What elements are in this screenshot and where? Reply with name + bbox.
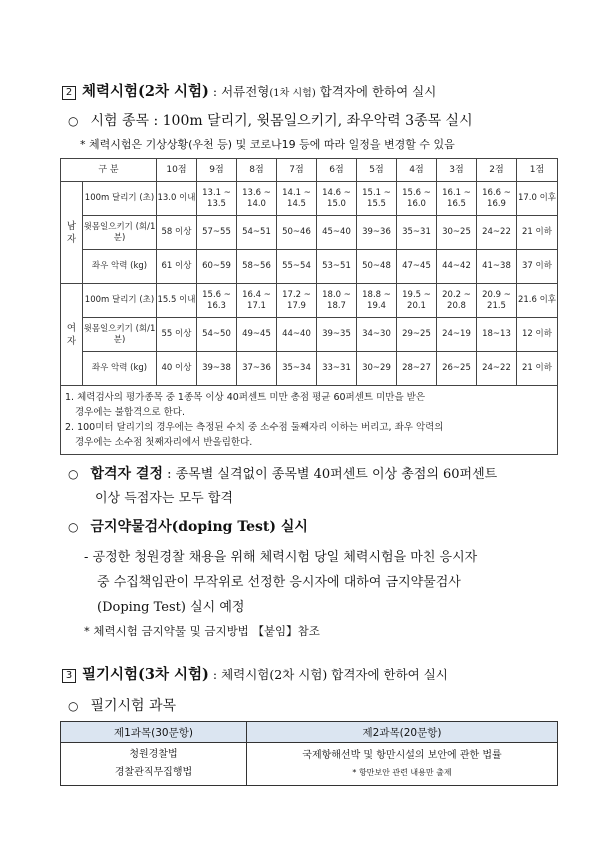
weather-note: * 체력시험은 기상상황(우천 등) 및 코로나19 등에 따라 일정을 변경할 수 있음	[80, 138, 455, 151]
item-cell: 좌우 악력 (kg)	[83, 250, 157, 284]
subject2-cell	[247, 743, 558, 786]
subject2-note: * 항만보안 관련 내용만 출제	[352, 768, 452, 777]
score-cell: 39~35	[317, 318, 357, 352]
score-cell: 37~36	[237, 352, 277, 386]
score-cell: 30~29	[357, 352, 397, 386]
header-cell: 8점	[237, 159, 277, 182]
section2-tail-b: (1차 시험)	[269, 88, 316, 99]
subjects-table	[60, 721, 558, 786]
header-cell: 6점	[317, 159, 357, 182]
score-cell: 49~45	[237, 318, 277, 352]
written-subjects-bullet	[68, 695, 176, 715]
notes-cell	[61, 386, 558, 455]
score-cell: 57~55	[197, 216, 237, 250]
score-cell: 29~25	[397, 318, 437, 352]
score-cell: 58 이상	[157, 216, 197, 250]
doping-line-1: - 공정한 청원경찰 채용을 위해 체력시험 당일 체력시험을 마친 응시자	[84, 550, 478, 565]
score-cell: 15.6 ~ 16.0	[397, 182, 437, 216]
score-cell: 13.6 ~ 14.0	[237, 182, 277, 216]
table-row	[61, 216, 558, 250]
score-cell: 14.6 ~ 15.0	[317, 182, 357, 216]
score-cell: 13.1 ~ 13.5	[197, 182, 237, 216]
score-cell: 15.1 ~ 15.5	[357, 182, 397, 216]
table-row	[61, 352, 558, 386]
score-cell: 18.8 ~ 19.4	[357, 284, 397, 318]
score-cell: 21 이하	[517, 216, 558, 250]
score-cell: 30~25	[437, 216, 477, 250]
score-cell: 13.0 이내	[157, 182, 197, 216]
doping-line-3: (Doping Test) 실시 예정	[97, 600, 245, 615]
score-cell: 39~36	[357, 216, 397, 250]
section-number-box: 3	[62, 669, 76, 683]
table-row	[61, 182, 558, 216]
header-cell: 4점	[397, 159, 437, 182]
score-cell: 20.9 ~ 21.5	[477, 284, 517, 318]
score-cell: 45~40	[317, 216, 357, 250]
score-cell: 18.0 ~ 18.7	[317, 284, 357, 318]
score-cell: 14.1 ~ 14.5	[277, 182, 317, 216]
doping-line-2: 중 수집책임관이 무작위로 선정한 응시자에 대하여 금지약물검사	[97, 575, 461, 590]
header-cell: 7점	[277, 159, 317, 182]
score-cell: 17.2 ~ 17.9	[277, 284, 317, 318]
score-cell: 44~40	[277, 318, 317, 352]
subject1-cell	[61, 743, 247, 786]
subject1-line: 경찰관직무집행법	[114, 767, 193, 778]
score-cell: 12 이하	[517, 318, 558, 352]
table-row	[61, 250, 558, 284]
score-cell: 53~51	[317, 250, 357, 284]
note-line: 경우에는 소수점 첫째자리에서 반올림한다.	[75, 437, 253, 448]
group-label: 남 자	[61, 182, 83, 284]
header-cell: 3점	[437, 159, 477, 182]
item-cell: 100m 달리기 (초)	[83, 182, 157, 216]
test-items-bullet	[68, 110, 473, 130]
score-cell: 50~46	[277, 216, 317, 250]
pass-decision-line2: 이상 득점자는 모두 합격	[95, 491, 233, 506]
doping-bullet	[68, 516, 308, 536]
score-cell: 55~54	[277, 250, 317, 284]
score-cell: 37 이하	[517, 250, 558, 284]
section2-tail-a: : 서류전형	[208, 84, 270, 99]
score-cell: 34~30	[357, 318, 397, 352]
table-header-row	[61, 159, 558, 182]
score-cell: 24~22	[477, 352, 517, 386]
score-cell: 41~38	[477, 250, 517, 284]
note-line: 경우에는 불합격으로 한다.	[75, 407, 186, 418]
score-cell: 35~34	[277, 352, 317, 386]
fitness-score-table	[60, 158, 558, 455]
item-cell: 윗몸일으키기 (회/1분)	[83, 318, 157, 352]
score-cell: 60~59	[197, 250, 237, 284]
section2-heading	[62, 80, 436, 101]
header-cell: 5점	[357, 159, 397, 182]
score-cell: 47~45	[397, 250, 437, 284]
score-cell: 40 이상	[157, 352, 197, 386]
header-cell: 1점	[517, 159, 558, 182]
score-cell: 61 이상	[157, 250, 197, 284]
header-cell: 10점	[157, 159, 197, 182]
score-cell: 54~51	[237, 216, 277, 250]
section2-tail-c: 합격자에 한하여 실시	[315, 84, 437, 99]
subject2-header: 제2과목(20문항)	[247, 722, 558, 743]
score-cell: 55 이상	[157, 318, 197, 352]
doping-title: 금지약물검사(doping Test) 실시	[90, 519, 308, 535]
score-cell: 54~50	[197, 318, 237, 352]
score-cell: 24~19	[437, 318, 477, 352]
score-cell: 24~22	[477, 216, 517, 250]
circle-bullet-icon: ○	[68, 520, 79, 534]
score-cell: 33~31	[317, 352, 357, 386]
score-cell: 44~42	[437, 250, 477, 284]
header-cell: 9점	[197, 159, 237, 182]
group-label: 여 자	[61, 284, 83, 386]
subject1-line: 청원경찰법	[129, 749, 178, 760]
score-cell: 20.2 ~ 20.8	[437, 284, 477, 318]
score-cell: 21 이하	[517, 352, 558, 386]
score-cell: 19.5 ~ 20.1	[397, 284, 437, 318]
circle-bullet-icon: ○	[68, 699, 79, 713]
section3-tail: : 체력시험(2차 시험) 합격자에 한하여 실시	[208, 667, 448, 682]
written-subjects-label: 필기시험 과목	[90, 698, 177, 714]
table-row	[61, 284, 558, 318]
score-cell: 39~38	[197, 352, 237, 386]
score-cell: 58~56	[237, 250, 277, 284]
section-number-box: 2	[62, 86, 76, 100]
section3-title: 필기시험(3차 시험)	[82, 666, 209, 683]
test-items-text: 시험 종목 : 100m 달리기, 윗몸일으키기, 좌우악력 3종목 실시	[90, 113, 473, 129]
item-cell: 윗몸일으키기 (회/1분)	[83, 216, 157, 250]
score-cell: 18~13	[477, 318, 517, 352]
header-cell: 구 분	[61, 159, 157, 182]
score-cell: 26~25	[437, 352, 477, 386]
subject1-header: 제1과목(30문항)	[61, 722, 247, 743]
pass-decision-bullet	[68, 463, 497, 483]
circle-bullet-icon: ○	[68, 467, 79, 481]
item-cell: 100m 달리기 (초)	[83, 284, 157, 318]
score-cell: 17.0 이후	[517, 182, 558, 216]
pass-decision-label: 합격자 결정	[90, 466, 163, 482]
section2-title: 체력시험(2차 시험)	[82, 83, 209, 100]
header-cell: 2점	[477, 159, 517, 182]
score-cell: 15.5 이내	[157, 284, 197, 318]
doping-note: * 체력시험 금지약물 및 금지방법 【붙임】참조	[84, 624, 320, 638]
section3-heading	[62, 663, 448, 684]
table-row	[61, 318, 558, 352]
score-cell: 16.4 ~ 17.1	[237, 284, 277, 318]
note-line: 2. 100미터 달리기의 경우에는 측정된 수치 중 소수점 둘째자리 이하는 버리고, 좌우 악력의	[65, 422, 444, 433]
score-cell: 21.6 이후	[517, 284, 558, 318]
score-cell: 15.6 ~ 16.3	[197, 284, 237, 318]
score-cell: 35~31	[397, 216, 437, 250]
notes-row	[61, 386, 558, 455]
pass-decision-line1: : 종목별 실격없이 종목별 40퍼센트 이상 총점의 60퍼센트	[162, 467, 498, 482]
subject2-line: 국제항해선박 및 항만시설의 보안에 관한 법률	[302, 750, 502, 761]
note-line: 1. 체력검사의 평가종목 중 1종목 이상 40퍼센트 미만 총점 평균 60퍼센트 미만을 받은	[65, 392, 426, 403]
score-cell: 28~27	[397, 352, 437, 386]
item-cell: 좌우 악력 (kg)	[83, 352, 157, 386]
score-cell: 50~48	[357, 250, 397, 284]
score-cell: 16.6 ~ 16.9	[477, 182, 517, 216]
circle-bullet-icon: ○	[68, 114, 79, 128]
score-cell: 16.1 ~ 16.5	[437, 182, 477, 216]
